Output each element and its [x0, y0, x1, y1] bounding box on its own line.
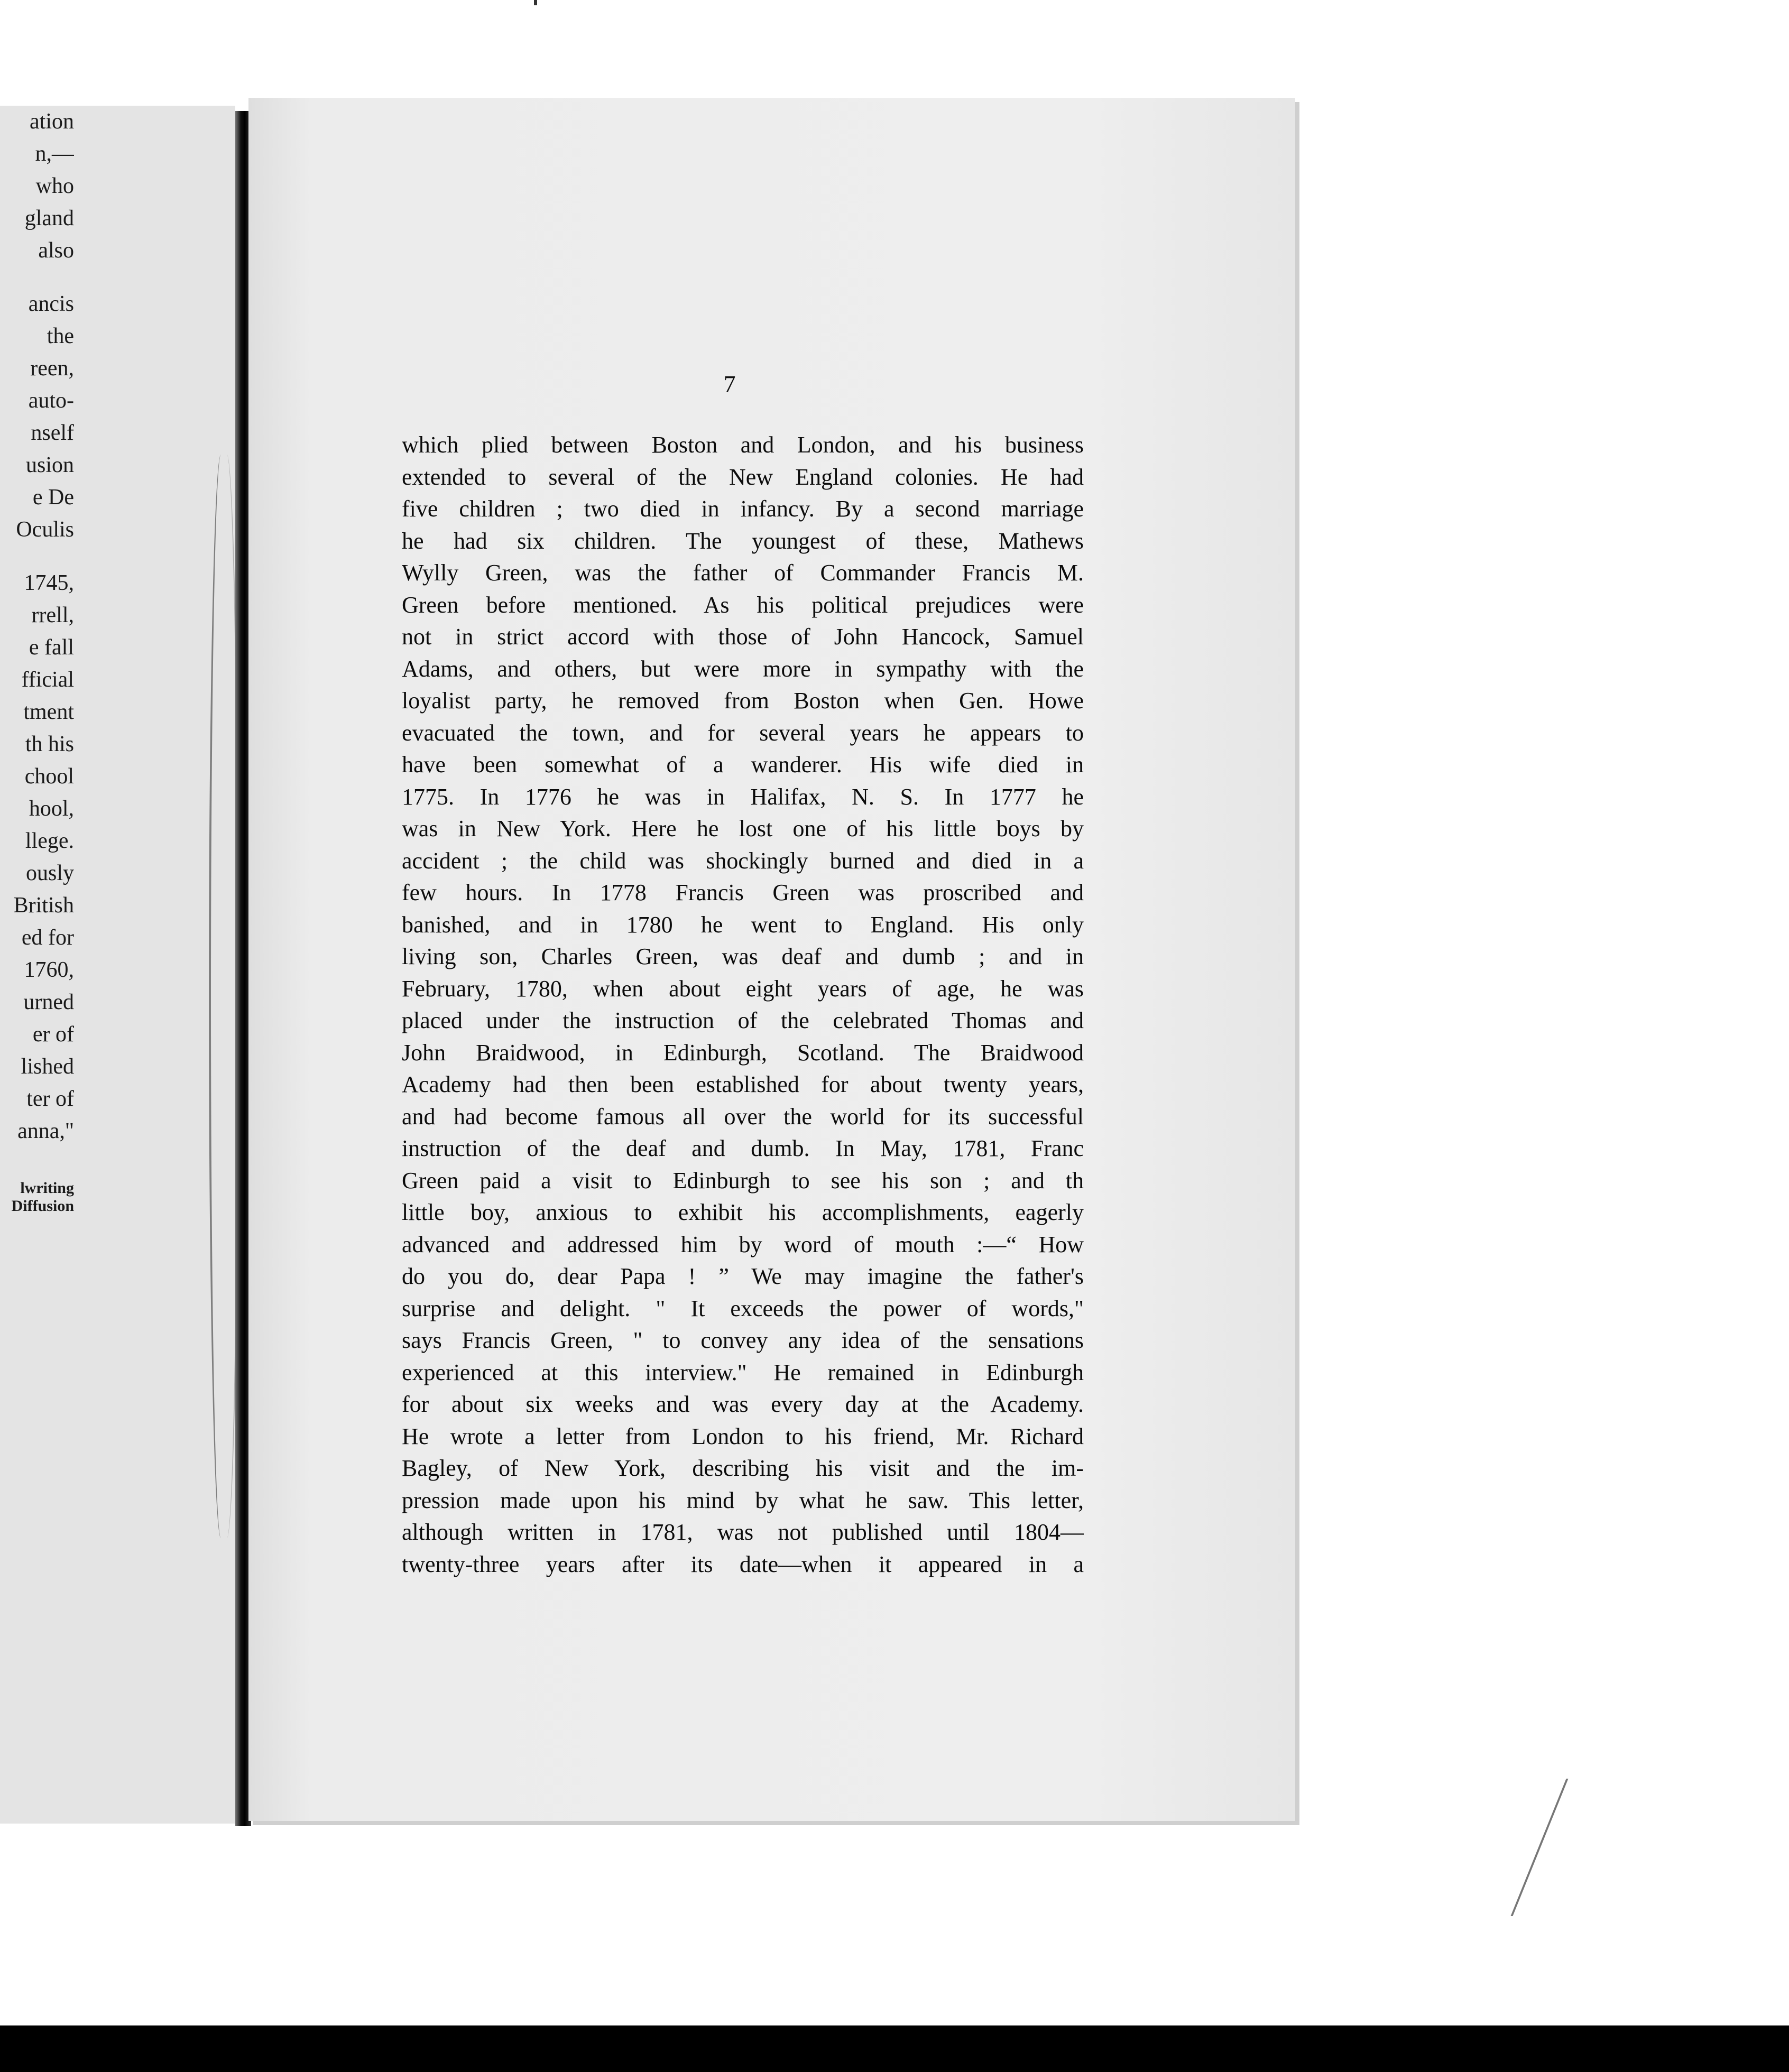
left-page-line-fragment: chool	[24, 764, 74, 789]
text-line: and had become famous all over the world for its successful	[402, 1103, 1084, 1130]
text-line: Adams, and others, but were more in sympathy with the	[402, 655, 1084, 682]
left-page-line-fragment: British	[13, 893, 74, 918]
left-page-line-fragment: ously	[25, 861, 74, 885]
text-line: accident ; the child was shockingly burned and died in a	[402, 847, 1084, 874]
text-line: few hours. In 1778 Francis Green was proscribed and	[402, 880, 1084, 905]
text-line: although written in 1781, was not published until 1804—	[402, 1519, 1084, 1545]
left-page-line-fragment: n,—	[35, 142, 74, 166]
text-line: five children ; two died in infancy. By a second marriage	[402, 496, 1084, 522]
left-page-line-fragment: e De	[32, 485, 74, 510]
text-line: Bagley, of New York, describing his visit and the im-	[402, 1455, 1084, 1481]
film-edge	[0, 2025, 1789, 2072]
left-page-line-fragment: ation	[30, 109, 74, 134]
text-line: extended to several of the New England colonies. He had	[402, 464, 1084, 490]
text-line: John Braidwood, in Edinburgh, Scotland. The Braidwood	[402, 1039, 1084, 1066]
binding-thread	[209, 455, 239, 1538]
text-line: advanced and addressed him by word of mouth :—“ How	[402, 1231, 1084, 1257]
text-line: Green before mentioned. As his political prejudices were	[402, 591, 1084, 618]
left-page-line-fragment: 1745,	[24, 571, 74, 595]
text-line: experienced at this interview." He remained in Edinburgh	[402, 1359, 1084, 1385]
left-page-footnote-fragment: Diffusion	[11, 1197, 74, 1215]
left-page-line-fragment: usion	[25, 453, 74, 477]
film-mark	[534, 0, 537, 5]
left-page-line-fragment: fficial	[21, 668, 74, 692]
left-page-line-fragment: Oculis	[16, 517, 74, 542]
left-page-line-fragment	[0, 546, 74, 567]
left-page-line-fragment: hool,	[29, 797, 74, 821]
page-corner-crease	[1452, 1779, 1568, 1916]
text-line: evacuated the town, and for several years he appears to	[402, 719, 1084, 746]
footnote-spacer	[0, 1148, 74, 1179]
text-line: little boy, anxious to exhibit his accomplishments, eagerly	[402, 1199, 1084, 1225]
text-line: was in New York. Here he lost one of his little boys by	[402, 816, 1084, 841]
text-line: for about six weeks and was every day at the Academy.	[402, 1391, 1084, 1417]
text-line: Green paid a visit to Edinburgh to see his son ; and th	[402, 1167, 1084, 1194]
page-number: 7	[723, 371, 736, 397]
text-line: have been somewhat of a wanderer. His wife died in	[402, 752, 1084, 778]
left-page-line-fragment: nself	[31, 421, 74, 445]
text-line: 1775. In 1776 he was in Halifax, N. S. In 1777 he	[402, 783, 1084, 810]
left-page-line-fragment: anna,"	[17, 1119, 74, 1143]
left-page-line-fragment: er of	[32, 1022, 74, 1047]
left-page-line-fragment: e fall	[29, 635, 74, 660]
text-line: living son, Charles Green, was deaf and dumb ; and in	[402, 944, 1084, 969]
left-page-line-fragment: reen,	[30, 356, 74, 381]
text-line: He wrote a letter from London to his friend, Mr. Richard	[402, 1423, 1084, 1449]
left-page-line-fragment: th his	[25, 732, 74, 756]
left-page-line-fragment: also	[38, 238, 74, 263]
text-line: February, 1780, when about eight years of age, he was	[402, 975, 1084, 1002]
left-page-line-fragment: gland	[24, 206, 74, 230]
left-page-line-fragment: ed for	[21, 926, 74, 950]
text-line: not in strict accord with those of John Hancock, Samuel	[402, 624, 1084, 650]
left-page-line-fragment: llege.	[25, 829, 74, 853]
left-page-line-fragment: rrell,	[31, 603, 74, 627]
text-line: which plied between Boston and London, and his business	[402, 432, 1084, 458]
left-page-line-fragment: ter of	[26, 1087, 74, 1111]
text-line: instruction of the deaf and dumb. In May, 1781, Franc	[402, 1135, 1084, 1161]
left-page-text	[0, 106, 74, 1215]
left-page-line-fragment: urned	[23, 990, 74, 1014]
text-line: surprise and delight. " It exceeds the power of words,"	[402, 1295, 1084, 1321]
left-page-line-fragment: auto-	[28, 388, 74, 413]
text-line: placed under the instruction of the celebrated Thomas and	[402, 1007, 1084, 1033]
left-page-line-fragment: tment	[23, 700, 74, 724]
text-line: loyalist party, he removed from Boston when Gen. Howe	[402, 688, 1084, 714]
text-line: Wylly Green, was the father of Commander Francis M.	[402, 560, 1084, 586]
text-line: twenty-three years after its date—when it appeared in a	[402, 1551, 1084, 1577]
text-line: he had six children. The youngest of these, Mathews	[402, 528, 1084, 554]
left-page-line-fragment: the	[47, 324, 74, 348]
left-page-line-fragment	[0, 267, 74, 288]
left-page-line-fragment: ancis	[28, 292, 74, 316]
text-line: do you do, dear Papa ! ” We may imagine the father's	[402, 1263, 1084, 1289]
left-page	[0, 106, 235, 1824]
left-page-footnote-fragment: lwriting	[20, 1179, 74, 1197]
text-line: pression made upon his mind by what he saw. This letter,	[402, 1487, 1084, 1513]
body-text	[402, 429, 1084, 1580]
text-line: banished, and in 1780 he went to England. His only	[402, 911, 1084, 938]
text-line: says Francis Green, " to convey any idea of the sensations	[402, 1327, 1084, 1353]
text-line: Academy had then been established for about twenty years,	[402, 1071, 1084, 1097]
left-page-line-fragment: lished	[21, 1054, 74, 1079]
left-page-line-fragment: who	[35, 174, 74, 198]
left-page-line-fragment: 1760,	[24, 958, 74, 982]
